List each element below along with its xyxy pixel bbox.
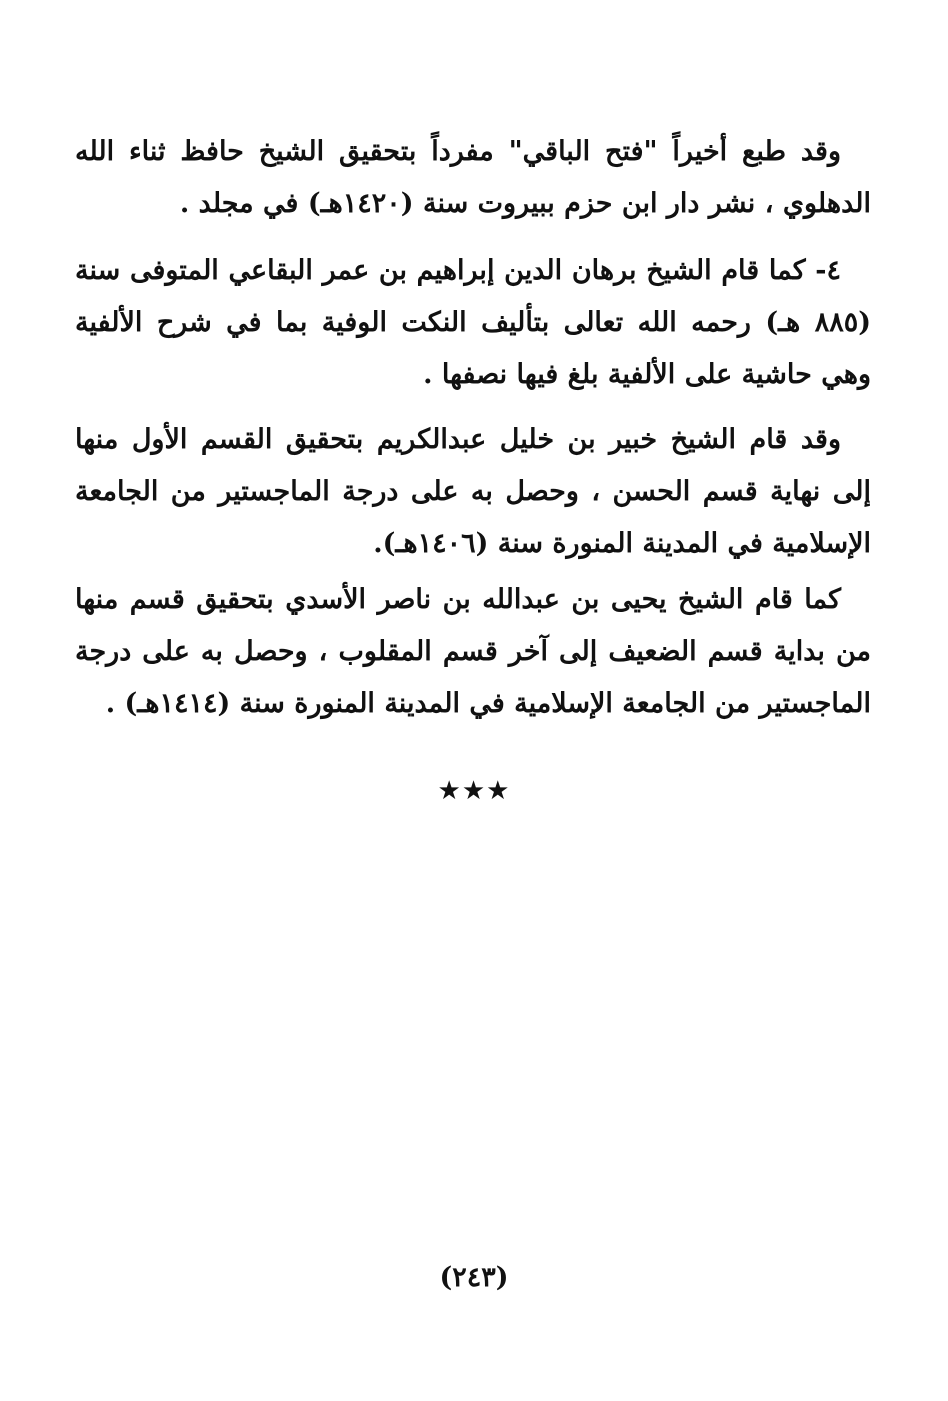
paragraph-biqai-nukat: ٤- كما قام الشيخ برهان الدين إبراهيم بن عمر البقاعي المتوفى سنة (٨٨٥ هـ) رحمه الله تعالى بتأليف النكت الوفية بما في شرح الألفية وهي حاشية على الألفية بلغ فيها نصفها . bbox=[75, 255, 871, 390]
page-number: (٢٤٣) bbox=[439, 1262, 509, 1293]
paragraph-fath-al-baqi: وقد طبع أخيراً "فتح الباقي" مفرداً بتحقيق الشيخ حافظ ثناء الله الدهلوي ، نشر دار ابن حزم ببيروت سنة (١٤٢٠هـ) في مجلد . bbox=[75, 136, 871, 219]
paragraph-khabir-tahqiq: وقد قام الشيخ خبير بن خليل عبدالكريم بتحقيق القسم الأول منها إلى نهاية قسم الحسن ، وحصل به على درجة الماجستير من الجامعة الإسلامية في المدينة المنورة سنة (١٤٠٦هـ). bbox=[75, 424, 871, 559]
paragraph-yahya-tahqiq: كما قام الشيخ يحيى بن عبدالله بن ناصر الأسدي بتحقيق قسم منها من بداية قسم الضعيف إلى آخر قسم المقلوب ، وحصل به على درجة الماجستير من الجامعة الإسلامية في المدينة المنورة سنة (١٤١٤هـ) . bbox=[75, 584, 871, 719]
section-separator: ★★★ bbox=[437, 776, 511, 806]
